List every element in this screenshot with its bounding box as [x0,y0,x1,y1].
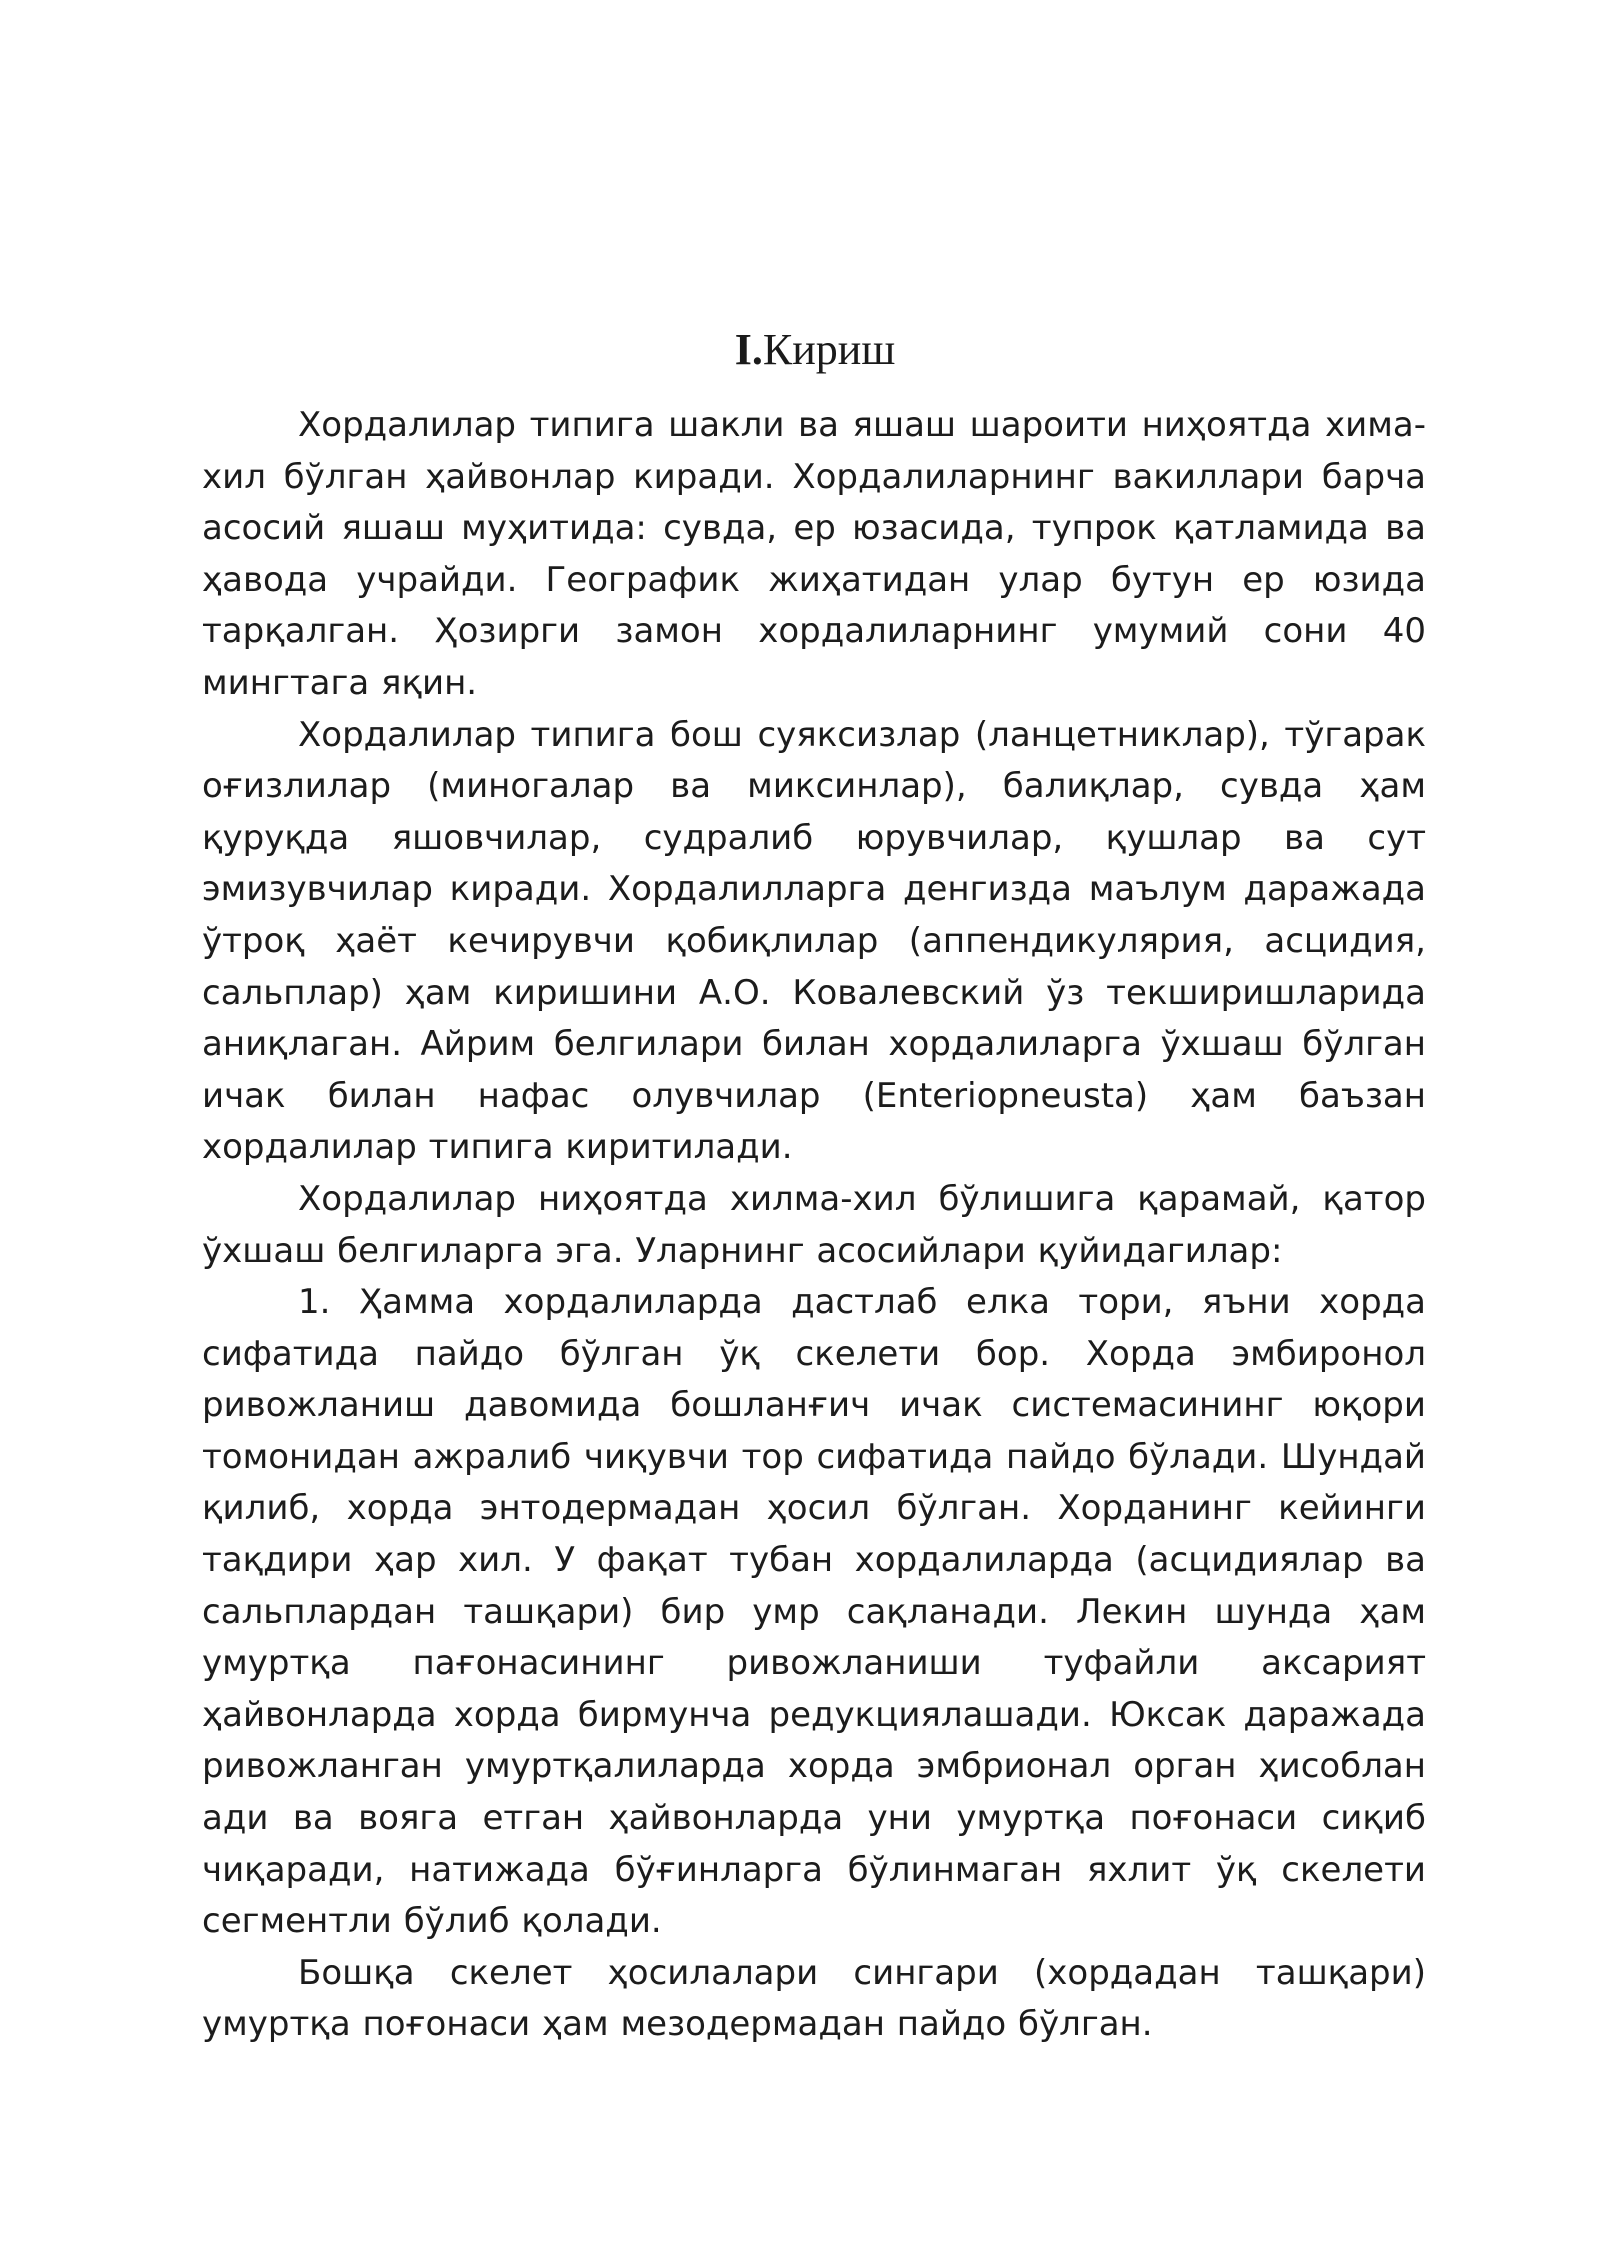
paragraph-2: Хордалилар типига бош суяксизлар (ланцетниклар), тўгарак оғизлилар (миногалар ва миксинлар), балиқлар, сувда ҳам қуруқда яшовчилар, судралиб юрувчилар, қушлар ва сут эмизувчилар киради. Хордалилларга денгизда маълум даражада ўтроқ ҳаёт кечирувчи қобиқлилар (аппендикулярия, асцидия, сальплар) ҳам киришини А.О. Ковалевский ўз текширишларида аниқлаган. Айрим белгилари билан хордалиларга ўхшаш бўлган ичак билан нафас олувчилар (Enteriopneusta) ҳам баъзан хордалилар типига киритилади. [202,714,1426,1168]
section-title: Кириш [762,325,896,374]
paragraph-1: Хордалилар типига шакли ва яшаш шароити ниҳоятда хима-хил бўлган ҳайвонлар киради. Хордалиларнинг вакиллари барча асосий яшаш муҳитида: сувда, ер юзасида, тупрок қатламида ва ҳавода учрайди. Географик жиҳатидан улар бутун ер юзида тарқалган. Ҳозирги замон хордалиларнинг умумий сони 40 мингтага яқин. [202,405,1426,703]
section-heading [0,320,1600,380]
paragraph-4-numbered: 1. Ҳамма хордалиларда дастлаб елка тори, яъни хорда сифатида пайдо бўлган ўқ скелети бор. Хорда эмбиронол ривожланиш давомида бошланғич ичак системасининг юқори томонидан ажралиб чиқувчи тор сифатида пайдо бўлади. Шундай қилиб, хорда энтодермадан ҳосил бўлган. Хорданинг кейинги тақдири ҳар хил. У фақат тубан хордалиларда (асцидиялар ва сальплардан ташқари) бир умр сақланади. Лекин шунда ҳам умуртқа пағонасининг ривожланиши туфайли аксарият ҳайвонларда хорда бирмунча редукциялашади. Юксак даражада ривожланган умуртқалиларда хорда эмбрионал орган ҳисоблан ади ва вояга етган ҳайвонларда уни умуртқа поғонаси сиқиб чиқаради, натижада бўғинларга бўлинмаган яхлит ўқ скелети сегментли бўлиб қолади. [202,1282,1426,1942]
section-number: I. [734,325,763,374]
paragraph-5: Бошқа скелет ҳосилалари сингари (хордадан ташқари) умуртқа поғонаси ҳам мезодермадан пайдо бўлган. [202,1952,1426,2045]
paragraph-3: Хордалилар ниҳоятда хилма-хил бўлишига қарамай, қатор ўхшаш белгиларга эга. Уларнинг асосийлари қуйидагилар: [202,1178,1426,1271]
body-text [202,400,1426,2051]
